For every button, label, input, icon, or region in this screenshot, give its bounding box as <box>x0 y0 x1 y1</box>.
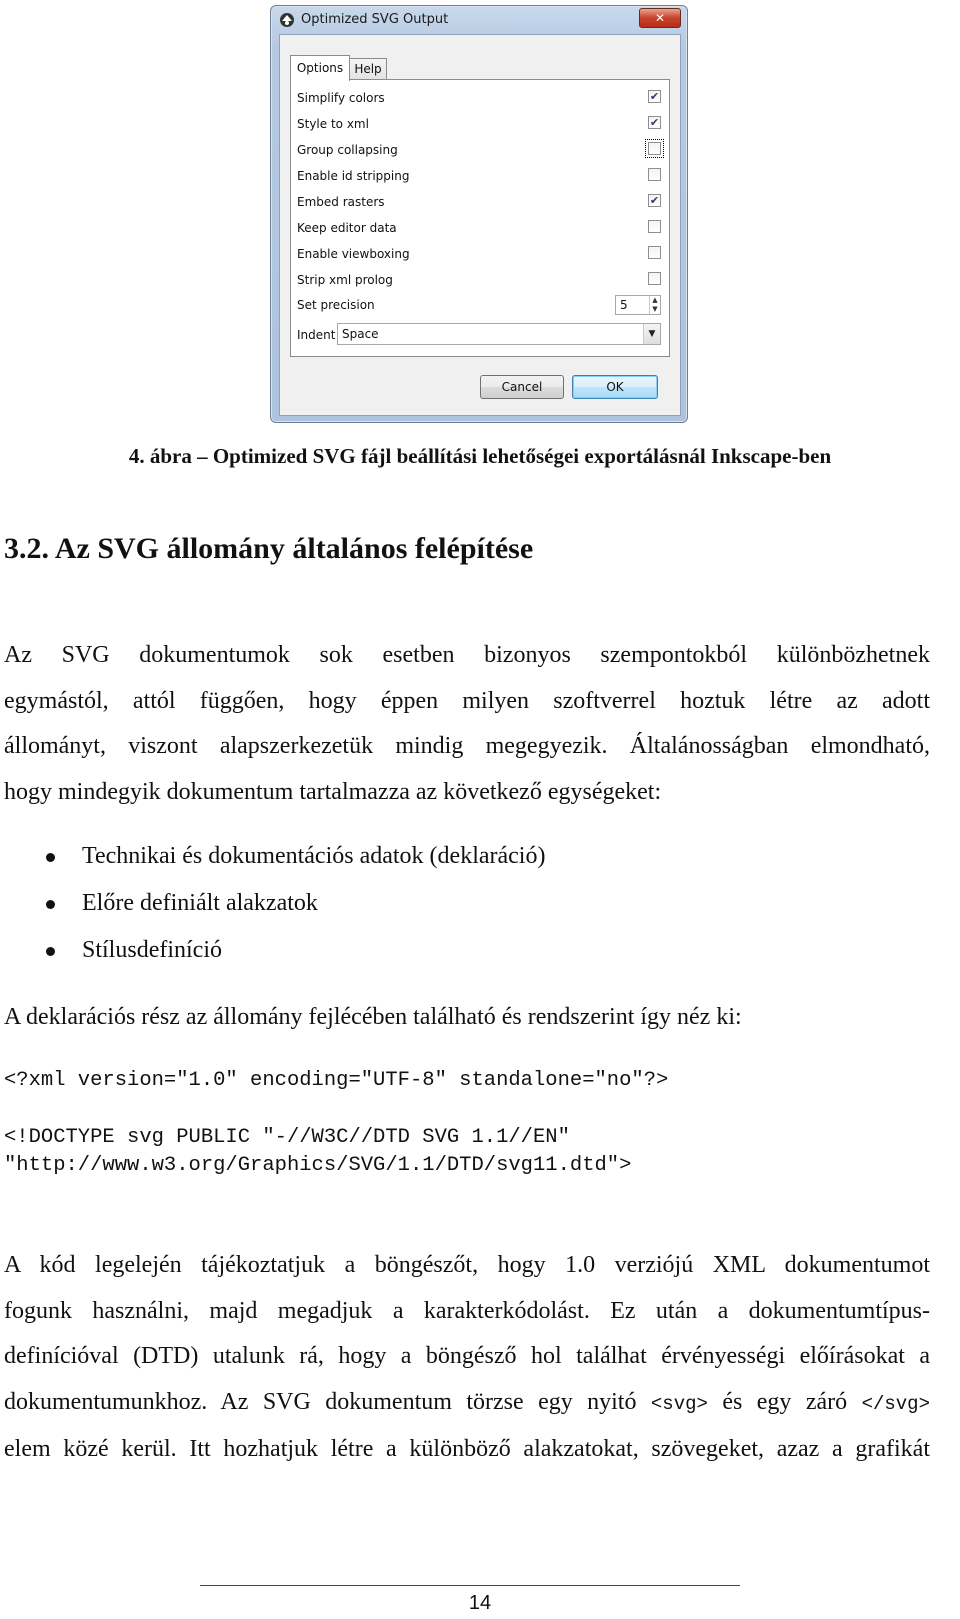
precision-spinbox[interactable] <box>615 295 661 315</box>
paragraph-line: hogy mindegyik dokumentum tartalmazza az következő egységeket: <box>4 778 662 805</box>
keep-editor-data-checkbox[interactable] <box>648 220 661 233</box>
indent-value: Space <box>342 327 379 341</box>
option-row-enable-id-stripping <box>297 166 661 186</box>
precision-value: 5 <box>620 298 628 312</box>
style-to-xml-checkbox[interactable]: ✔ <box>649 116 660 129</box>
option-label: Keep editor data <box>297 221 397 235</box>
paragraph-intro <box>4 633 930 815</box>
option-row-embed-rasters <box>297 192 661 212</box>
option-row-group-collapsing <box>297 140 661 160</box>
section-heading: 3.2. Az SVG állomány általános felépítése <box>4 532 534 565</box>
dialog-titlebar <box>271 6 687 34</box>
list-item-text: Előre definiált alakzatok <box>82 890 318 916</box>
option-row-keep-editor-data <box>297 218 661 238</box>
footer-divider <box>200 1585 740 1586</box>
option-label: Enable viewboxing <box>297 247 410 261</box>
paragraph-line: fogunk használni, majd megadjuk a karakterkódolást. Ez után a dokumentumtípus- <box>4 1297 930 1324</box>
paragraph-line: Az SVG dokumentumok sok esetben bizonyos szempontokból különbözhetnek <box>4 642 930 668</box>
paragraph-line: állományt, viszont alapszerkezetük mindig megegyezik. Általánosságban elmondható, <box>4 733 930 759</box>
option-row-set-precision <box>297 295 661 315</box>
option-label: Embed rasters <box>297 195 385 209</box>
bullet-icon <box>46 853 55 862</box>
option-label: Indent <box>297 328 336 342</box>
list-item-text: Stílusdefiníció <box>82 937 222 963</box>
option-label: Simplify colors <box>297 91 385 105</box>
paragraph-line: definícióval (DTD) utalunk rá, hogy a böngésző hol találhat érvényességi előírásokat a <box>4 1343 930 1369</box>
optimized-svg-dialog <box>270 5 688 423</box>
declaration-intro: A deklarációs rész az állomány fejlécében található és rendszerint így néz ki: <box>4 1004 742 1030</box>
indent-select[interactable] <box>337 323 661 345</box>
tab-options[interactable]: Options <box>290 55 350 81</box>
inline-code-svg-open: <svg> <box>650 1392 708 1415</box>
paragraph-line-with-code <box>4 1380 930 1428</box>
page-number: 14 <box>468 1592 492 1614</box>
option-label: Enable id stripping <box>297 169 410 183</box>
option-row-indent <box>297 325 661 345</box>
inkscape-app-icon <box>279 12 295 28</box>
options-panel <box>290 79 670 357</box>
tab-help[interactable]: Help <box>349 58 387 79</box>
code-line: "http://www.w3.org/Graphics/SVG/1.1/DTD/svg11.dtd"> <box>4 1154 632 1177</box>
inline-code-svg-close: </svg> <box>861 1392 930 1415</box>
option-label: Strip xml prolog <box>297 273 393 287</box>
text-segment: és egy záró <box>707 1388 862 1415</box>
close-button[interactable] <box>639 8 681 28</box>
option-label: Style to xml <box>297 117 369 131</box>
option-row-strip-xml-prolog <box>297 270 661 290</box>
close-icon: ✕ <box>654 11 666 25</box>
chevron-down-icon[interactable]: ▼ <box>643 324 660 344</box>
option-label: Group collapsing <box>297 143 398 157</box>
paragraph-line: elem közé kerül. Itt hozhatjuk létre a különböző alakzatokat, szövegeket, azaz a grafikát <box>4 1436 930 1462</box>
option-row-style-to-xml <box>297 114 661 134</box>
cancel-button[interactable]: Cancel <box>480 375 564 399</box>
bullet-icon <box>46 900 55 909</box>
paragraph-line: egymástól, attól függően, hogy éppen milyen szoftverrel hoztuk létre az adott <box>4 687 930 714</box>
list-item-text: Technikai és dokumentációs adatok (deklaráció) <box>82 843 546 869</box>
option-row-simplify-colors <box>297 88 661 108</box>
embed-rasters-checkbox[interactable]: ✔ <box>649 194 660 207</box>
paragraph-line: A kód legelején tájékoztatjuk a böngészőt, hogy 1.0 verziójú XML dokumentumot <box>4 1252 930 1278</box>
figure-caption: 4. ábra – Optimized SVG fájl beállítási lehetőségei exportálásnál Inkscape-ben <box>128 444 832 468</box>
ok-button[interactable]: OK <box>572 375 658 399</box>
simplify-colors-checkbox[interactable]: ✔ <box>649 90 660 103</box>
bullet-icon <box>46 947 55 956</box>
enable-id-stripping-checkbox[interactable] <box>648 168 661 181</box>
option-label: Set precision <box>297 298 375 312</box>
text-segment: dokumentumunkhoz. Az SVG dokumentum törzse egy nyitó <box>4 1388 651 1415</box>
dialog-title: Optimized SVG Output <box>301 12 449 27</box>
group-collapsing-checkbox[interactable] <box>648 142 661 155</box>
enable-viewboxing-checkbox[interactable] <box>648 246 661 259</box>
option-row-enable-viewboxing <box>297 244 661 264</box>
paragraph-explanation <box>4 1243 930 1473</box>
code-line: <!DOCTYPE svg PUBLIC "-//W3C//DTD SVG 1.1//EN" <box>4 1126 570 1149</box>
strip-xml-prolog-checkbox[interactable] <box>648 272 661 285</box>
spin-arrows-icon[interactable]: ▲ ▼ <box>649 296 660 314</box>
dialog-body <box>279 34 681 416</box>
code-line: <?xml version="1.0" encoding="UTF-8" standalone="no"?> <box>4 1069 669 1092</box>
